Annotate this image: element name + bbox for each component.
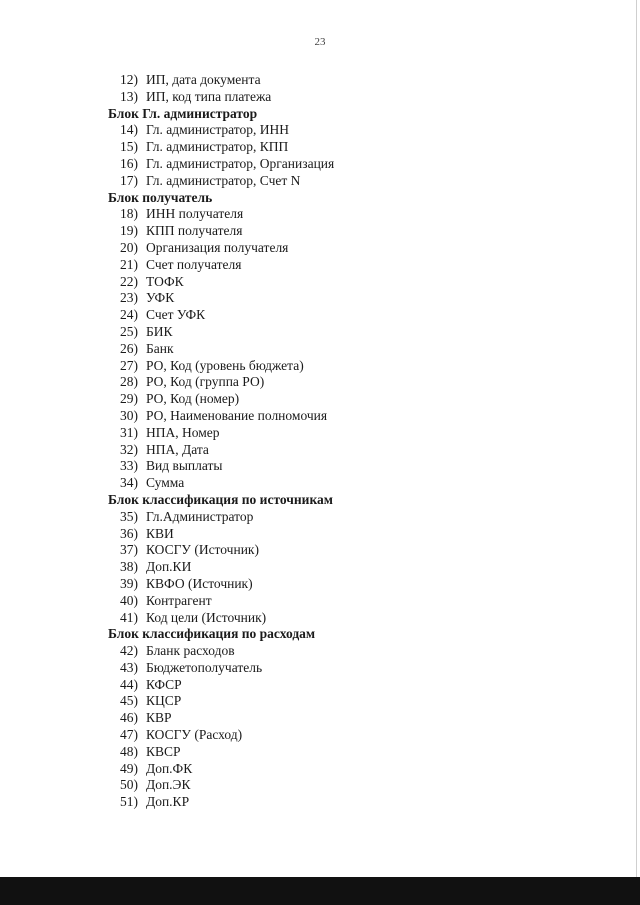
list-item-number: 18) bbox=[120, 206, 138, 222]
section-heading: Блок получатель bbox=[108, 189, 213, 205]
list-item-number: 17) bbox=[120, 172, 138, 188]
list-item-text: Гл.Администратор bbox=[146, 508, 254, 524]
list-item bbox=[108, 542, 568, 559]
list-item-text: Гл. администратор, ИНН bbox=[146, 122, 290, 138]
list-item-text: Счет получателя bbox=[146, 256, 242, 272]
list-item-number: 27) bbox=[120, 357, 138, 373]
list-item-number: 16) bbox=[120, 155, 138, 171]
list-item-text: КФСР bbox=[146, 676, 182, 692]
list-item-number: 29) bbox=[120, 391, 138, 407]
list-item-number: 25) bbox=[120, 323, 138, 339]
list-item-text: РО, Код (номер) bbox=[146, 391, 240, 407]
list-item-text: КОСГУ (Источник) bbox=[146, 542, 259, 558]
list-item-text: Сумма bbox=[146, 475, 185, 491]
list-item bbox=[108, 240, 568, 257]
list-item-text: Бюджетополучатель bbox=[146, 659, 263, 675]
list-item-text: НПА, Номер bbox=[146, 424, 220, 440]
list-item-number: 20) bbox=[120, 239, 138, 255]
list-item-number: 42) bbox=[120, 643, 138, 659]
list-item bbox=[108, 374, 568, 391]
list-item-text: КВФО (Источник) bbox=[146, 575, 253, 591]
list-item-text: ТОФК bbox=[146, 273, 184, 289]
list-item-number: 14) bbox=[120, 122, 138, 138]
list-item bbox=[108, 660, 568, 677]
list-item-text: Гл. администратор, КПП bbox=[146, 139, 289, 155]
list-item-text: ИП, дата документа bbox=[146, 72, 261, 87]
list-item bbox=[108, 576, 568, 593]
scan-edge-line bbox=[636, 0, 637, 877]
list-item-number: 22) bbox=[120, 273, 138, 289]
list-item bbox=[108, 727, 568, 744]
list-item bbox=[108, 257, 568, 274]
list-item bbox=[108, 324, 568, 341]
list-item-text: НПА, Дата bbox=[146, 441, 209, 457]
list-item bbox=[108, 156, 568, 173]
list-item-text: Вид выплаты bbox=[146, 458, 223, 474]
list-item bbox=[108, 139, 568, 156]
list-item bbox=[108, 458, 568, 475]
list-item-number: 39) bbox=[120, 575, 138, 591]
document-body bbox=[108, 72, 568, 811]
list-item bbox=[108, 526, 568, 543]
list-item-number: 45) bbox=[120, 693, 138, 709]
list-item-number: 49) bbox=[120, 760, 138, 776]
list-item bbox=[108, 408, 568, 425]
list-item bbox=[108, 643, 568, 660]
list-item bbox=[108, 72, 568, 89]
list-item-text: КВР bbox=[146, 710, 172, 726]
list-item-text: Организация получателя bbox=[146, 239, 289, 255]
list-item-text: РО, Код (группа РО) bbox=[146, 374, 265, 390]
list-item-number: 26) bbox=[120, 340, 138, 356]
list-item-text: Банк bbox=[146, 340, 174, 356]
list-item-text: Доп.КР bbox=[146, 794, 190, 810]
list-item bbox=[108, 358, 568, 375]
list-item bbox=[108, 341, 568, 358]
list-item bbox=[108, 274, 568, 291]
list-item bbox=[108, 475, 568, 492]
list-item bbox=[108, 290, 568, 307]
list-item-text: Доп.ЭК bbox=[146, 777, 191, 793]
list-item-number: 32) bbox=[120, 441, 138, 457]
list-item-text: Гл. администратор, Организация bbox=[146, 155, 335, 171]
list-item-number: 15) bbox=[120, 139, 138, 155]
list-item-number: 46) bbox=[120, 710, 138, 726]
list-item bbox=[108, 761, 568, 778]
list-item-text: РО, Код (уровень бюджета) bbox=[146, 357, 304, 373]
list-item-number: 48) bbox=[120, 743, 138, 759]
section-heading: Блок Гл. администратор bbox=[108, 105, 258, 121]
list-item-number: 13) bbox=[120, 88, 138, 104]
list-item bbox=[108, 559, 568, 576]
section-heading: Блок классификация по расходам bbox=[108, 626, 316, 642]
list-item-text: Доп.КИ bbox=[146, 559, 192, 575]
list-item-number: 41) bbox=[120, 609, 138, 625]
list-item bbox=[108, 509, 568, 526]
list-item-number: 44) bbox=[120, 676, 138, 692]
list-item-number: 43) bbox=[120, 659, 138, 675]
list-item-number: 33) bbox=[120, 458, 138, 474]
list-item-text: КОСГУ (Расход) bbox=[146, 727, 243, 743]
list-item-text: Гл. администратор, Счет N bbox=[146, 172, 301, 188]
list-item bbox=[108, 744, 568, 761]
list-item-text: КПП получателя bbox=[146, 223, 243, 239]
list-item bbox=[108, 223, 568, 240]
list-item-number: 31) bbox=[120, 424, 138, 440]
list-item-number: 35) bbox=[120, 508, 138, 524]
list-item bbox=[108, 391, 568, 408]
list-item-text: УФК bbox=[146, 290, 175, 306]
list-item-number: 23) bbox=[120, 290, 138, 306]
list-item-number: 21) bbox=[120, 256, 138, 272]
list-item-number: 47) bbox=[120, 727, 138, 743]
list-item-text: БИК bbox=[146, 323, 173, 339]
list-item bbox=[108, 777, 568, 794]
list-item bbox=[108, 442, 568, 459]
section-heading: Блок классификация по источникам bbox=[108, 491, 333, 507]
list-item bbox=[108, 710, 568, 727]
list-item bbox=[108, 610, 568, 627]
list-item bbox=[108, 89, 568, 106]
scan-bottom-band bbox=[0, 877, 640, 905]
list-item-number: 36) bbox=[120, 525, 138, 541]
list-item-text: ИНН получателя bbox=[146, 206, 244, 222]
list-item-text: ИП, код типа платежа bbox=[146, 88, 272, 104]
list-item-number: 34) bbox=[120, 475, 138, 491]
list-item-text: Контрагент bbox=[146, 592, 212, 608]
list-item bbox=[108, 425, 568, 442]
list-item-number: 40) bbox=[120, 592, 138, 608]
list-item bbox=[108, 122, 568, 139]
list-item-number: 30) bbox=[120, 407, 138, 423]
list-item bbox=[108, 794, 568, 811]
list-item-text: Доп.ФК bbox=[146, 760, 193, 776]
list-item-number: 37) bbox=[120, 542, 138, 558]
list-item bbox=[108, 206, 568, 223]
list-item bbox=[108, 307, 568, 324]
list-item-text: Счет УФК bbox=[146, 307, 206, 323]
list-item-text: КВСР bbox=[146, 743, 181, 759]
list-item-text: КВИ bbox=[146, 525, 174, 541]
list-item bbox=[108, 677, 568, 694]
list-item bbox=[108, 173, 568, 190]
list-item bbox=[108, 593, 568, 610]
list-item-number: 24) bbox=[120, 307, 138, 323]
list-item-number: 28) bbox=[120, 374, 138, 390]
list-item-number: 19) bbox=[120, 223, 138, 239]
list-item-number: 50) bbox=[120, 777, 138, 793]
list-item-text: Код цели (Источник) bbox=[146, 609, 267, 625]
list-item-text: РО, Наименование полномочия bbox=[146, 407, 328, 423]
list-item bbox=[108, 693, 568, 710]
page-number: 23 bbox=[314, 36, 326, 48]
list-item-number: 51) bbox=[120, 794, 138, 810]
list-item-text: Бланк расходов bbox=[146, 643, 235, 659]
list-item-number: 12) bbox=[120, 72, 138, 87]
list-item-number: 38) bbox=[120, 559, 138, 575]
list-item-text: КЦСР bbox=[146, 693, 182, 709]
